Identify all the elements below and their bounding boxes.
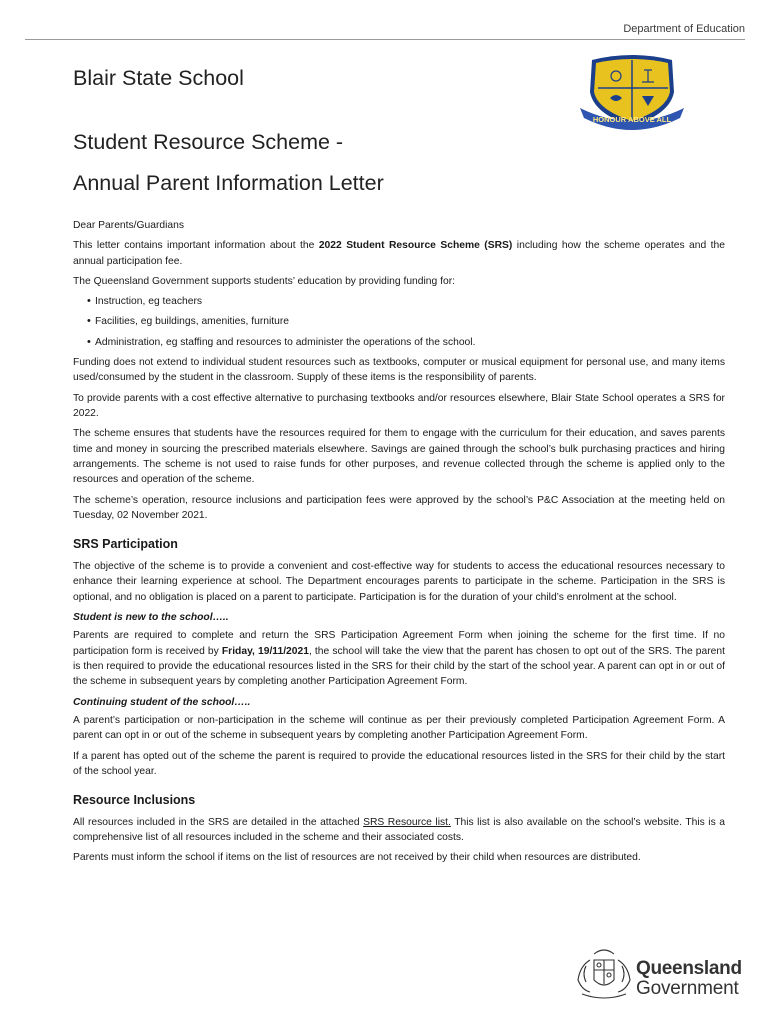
letter-body <box>73 218 725 871</box>
page-title-line2: Annual Parent Information Letter <box>73 171 384 195</box>
list-item: • Facilities, eg buildings, amenities, furniture <box>73 314 725 329</box>
header-rule <box>25 39 745 40</box>
funding-list <box>73 294 725 350</box>
srs-operation-paragraph: To provide parents with a cost effective alternative to purchasing textbooks and/or resources elsewhere, Blair State School operates a SRS for 2022. <box>73 392 725 419</box>
new-student-heading: Student is new to the school….. <box>73 611 229 623</box>
salutation: Dear Parents/Guardians <box>73 220 185 231</box>
opt-out-paragraph: If a parent has opted out of the scheme the parent is required to provide the educational resources listed in the SRS for their child by the start of the school year. <box>73 750 725 778</box>
page-title-line1: Student Resource Scheme - <box>73 130 344 154</box>
intro-paragraph: This letter contains important information about the 2022 Student Resource Scheme (SRS) including how the scheme operates and the annual participation fee. <box>73 240 725 267</box>
funding-exclusions-paragraph: Funding does not extend to individual student resources such as textbooks, computer or musical equipment for personal use, and many items used/consumed by the student in the classroom. Supply of these items is the responsibility of parents. <box>73 356 725 384</box>
continuing-student-heading: Continuing student of the school….. <box>73 696 251 708</box>
school-name: Blair State School <box>73 66 244 90</box>
objective-paragraph: The objective of the scheme is to provide a convenient and cost-effective way for students to access the educational resources necessary to enhance their learning experience at school. The Department encourages parents to participate in the scheme. Participation in the SRS is optional, and no obligation is placed on a parent to participate. Participation is for the duration of your child’s enrolment at the school. <box>73 560 725 603</box>
department-label: Department of Education <box>623 23 745 35</box>
crest-motto: HONOUR ABOVE ALL <box>592 115 672 124</box>
list-item: • Instruction, eg teachers <box>73 294 725 309</box>
inclusions-heading: Resource Inclusions <box>73 793 196 808</box>
participation-heading: SRS Participation <box>73 537 178 552</box>
list-item: • Administration, eg staffing and resources to administer the operations of the school. <box>73 335 725 350</box>
funding-intro: The Queensland Government supports students’ education by providing funding for: <box>73 275 455 287</box>
scheme-benefits-paragraph: The scheme ensures that students have the resources required for them to engage with the curriculum for their education, and saves parents time and money in sourcing the prescribed materials elsewhere. Savings are gained through the school’s bulk purchasing practices and hiring arrangements. The scheme is not used to raise funds for other purposes, and revenue collected through the scheme is applied only to the resources and operation of the scheme. <box>73 428 725 486</box>
new-student-paragraph: Parents are required to complete and return the SRS Participation Agreement Form when joining the scheme for the first time. If no participation form is received by Friday, 19/11/2021, the school will take the view that the parent has chosen to opt out of the SRS. The parent is then required to provide the educational resources listed in the SRS for their child by the start of the school year. A parent can opt in or out of the scheme in subsequent years by completing another Participation Agreement Form. <box>73 630 725 688</box>
inclusions-paragraph: All resources included in the SRS are detailed in the attached SRS Resource list. This list is also available on the school’s website. This is a comprehensive list of all resources included in the scheme and their associated costs. <box>73 816 725 844</box>
srs-resource-list-link[interactable]: SRS Resource list. <box>363 816 451 828</box>
approval-paragraph: The scheme’s operation, resource inclusions and participation fees were approved by the school’s P&C Association at the meeting held on Tuesday, 02 November 2021. <box>73 494 725 521</box>
queensland-wordmark: Queensland <box>636 958 742 979</box>
continuing-student-paragraph: A parent’s participation or non-participation in the scheme will continue as per their previously completed Participation Agreement Form. A parent can opt in or out of the scheme in subsequent years by completing another Participation Agreement Form. <box>73 715 725 742</box>
government-wordmark: Government <box>636 978 739 999</box>
school-crest-icon <box>578 52 686 130</box>
inform-school-paragraph: Parents must inform the school if items on the list of resources are not received by their child when resources are distributed. <box>73 852 641 864</box>
